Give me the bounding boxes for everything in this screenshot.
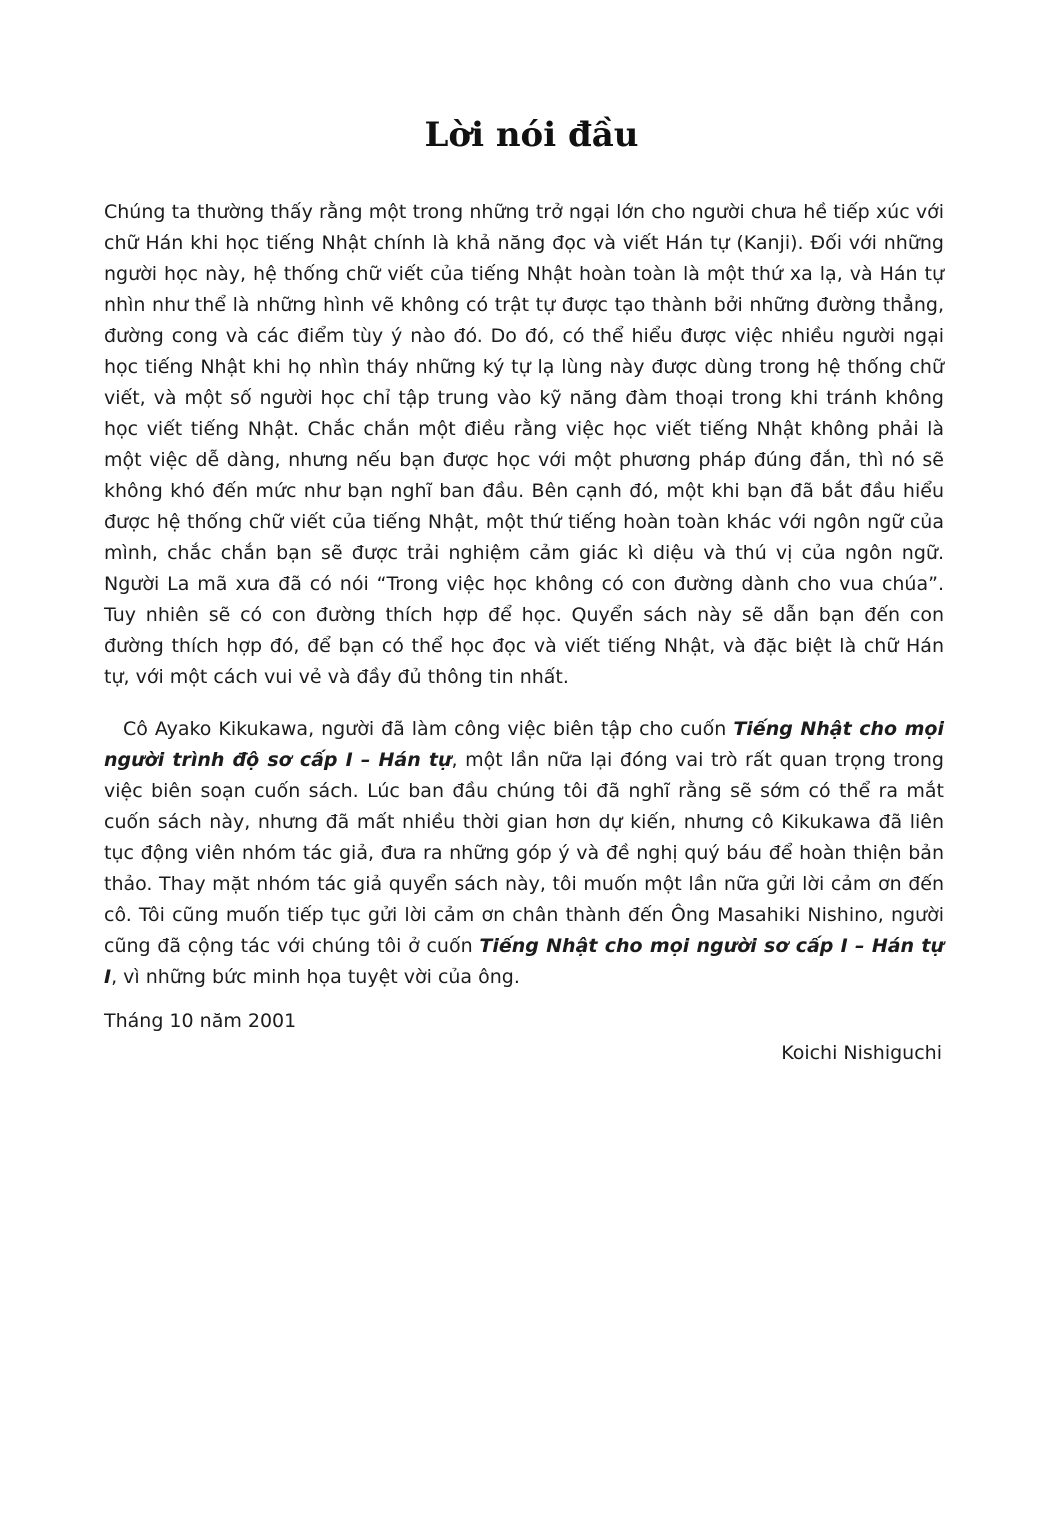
- paragraph-acknowledgements: [104, 714, 944, 993]
- paragraph-text: , một lần nữa lại đóng vai trò rất quan trọng trong việc biên soạn cuốn sách. Lúc ban đầu chúng tôi đã nghĩ rằng sẽ sớm có thể ra mắt cuốn sách này, nhưng đã mất nhiều thời gian hơn dự kiến, nhưng cô Kikukawa đã liên tục động viên nhóm tác giả, đưa ra những góp ý và đề nghị quý báu để hoàn thiện bản thảo. Thay mặt nhóm tác giả quyển sách này, tôi muốn một lần nữa gửi lời cảm ơn đến cô. Tôi cũng muốn tiếp tục gửi lời cảm ơn chân thành đến Ông Masahiki Nishino, người cũng đã cộng tác với chúng tôi ở cuốn: [104, 749, 944, 957]
- date-line: Tháng 10 năm 2001: [104, 1010, 297, 1032]
- page-title: Lời nói đầu: [424, 115, 639, 155]
- author-signature: Koichi Nishiguchi: [781, 1042, 942, 1064]
- paragraph-text: Cô Ayako Kikukawa, người đã làm công việc biên tập cho cuốn: [123, 718, 734, 740]
- book-title: Tiếng Nhật cho mọi người sơ cấp I – Hán tự I: [104, 935, 944, 988]
- book-title: Tiếng Nhật cho mọi người trình độ sơ cấp I – Hán tự: [104, 718, 944, 771]
- paragraph-intro: Chúng ta thường thấy rằng một trong những trở ngại lớn cho người chưa hề tiếp xúc với chữ Hán khi học tiếng Nhật chính là khả năng đọc và viết Hán tự (Kanji). Đối với những người học này, hệ thống chữ viết của tiếng Nhật hoàn toàn là một thứ xa lạ, và Hán tự nhìn như thể là những hình vẽ không có trật tự được tạo thành bởi những đường thẳng, đường cong và các điểm tùy ý nào đó. Do đó, có thể hiểu được việc nhiều người ngại học tiếng Nhật khi họ nhìn tháy những ký tự lạ lùng này được dùng trong hệ thống chữ viết, và một số người học chỉ tập trung vào kỹ năng đàm thoại trong khi tránh không học viết tiếng Nhật. Chắc chắn một điều rằng việc học viết tiếng Nhật không phải là một việc dễ dàng, nhưng nếu bạn được học với một phương pháp đúng đắn, thì nó sẽ không khó đến mức như bạn nghĩ ban đầu. Bên cạnh đó, một khi bạn đã bắt đầu hiểu được hệ thống chữ viết của tiếng Nhật, một thứ tiếng hoàn toàn khác với ngôn ngữ của mình, chắc chắn bạn sẽ được trải nghiệm cảm giác kì diệu và thú vị của ngôn ngữ. Người La mã xưa đã có nói “Trong việc học không có con đường dành cho vua chúa”. Tuy nhiên sẽ có con đường thích hợp để học. Quyển sách này sẽ dẫn bạn đến con đường thích hợp đó, để bạn có thể học đọc và viết tiếng Nhật, và đặc biệt là chữ Hán tự, với một cách vui vẻ và đầy đủ thông tin nhất.: [104, 201, 944, 688]
- paragraph-text: , vì những bức minh họa tuyệt vời của ông.: [111, 966, 520, 988]
